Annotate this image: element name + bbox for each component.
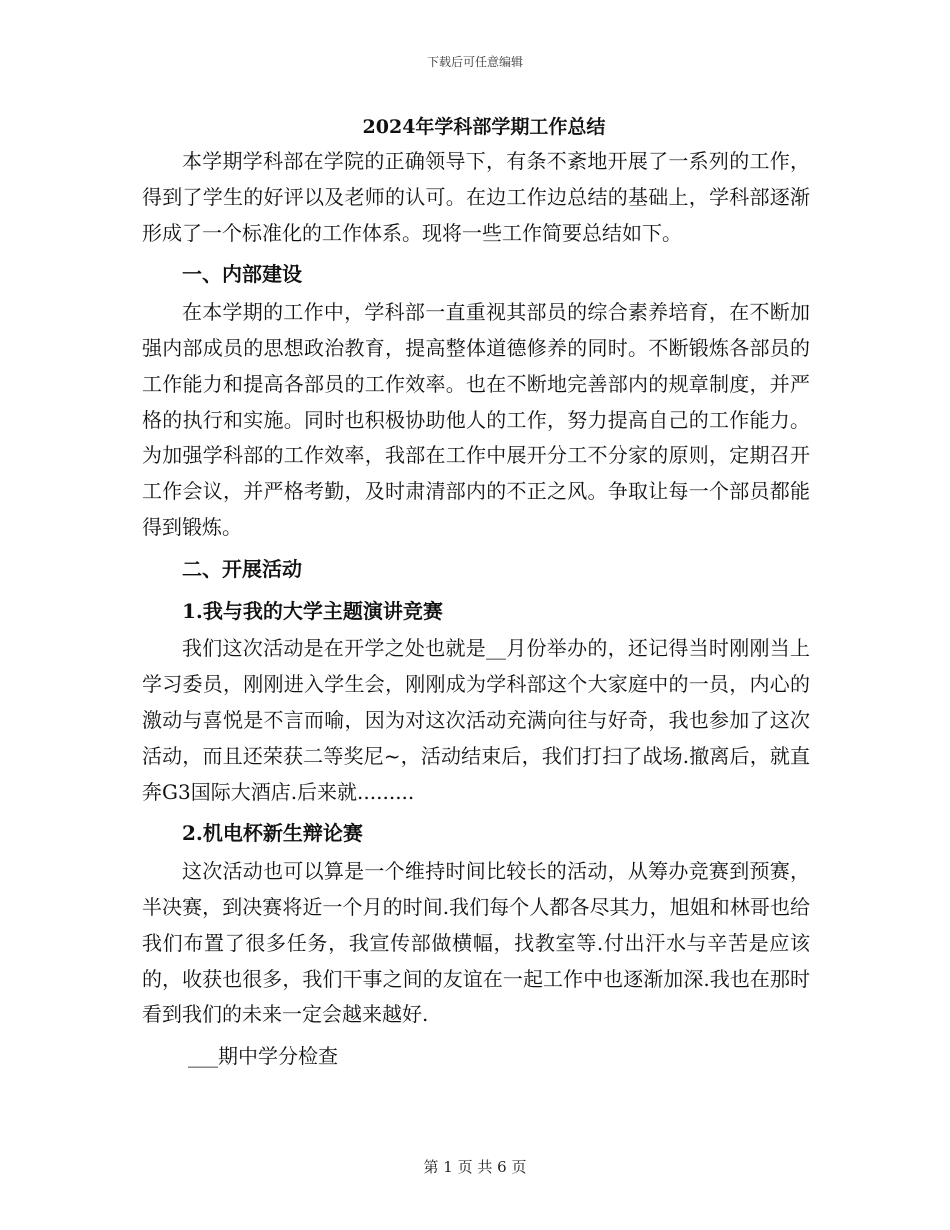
subsection-heading-debate-contest: 2.机电杯新生辩论赛 bbox=[182, 821, 363, 846]
page-footer: 第 1 页 共 6 页 bbox=[423, 1158, 527, 1176]
subsection-line-midterm-check: ___期中学分检查 bbox=[188, 1044, 338, 1069]
header-note: 下载后可任意编辑 bbox=[426, 55, 523, 69]
intro-paragraph: 本学期学科部在学院的正确领导下，有条不紊地开展了一系列的工作，得到了学生的好评以及老师的认可。在边工作边总结的基础上，学科部逐渐形成了一个标准化的工作体系。现将一些工作简要总结如下。 bbox=[142, 149, 810, 245]
subsection-heading-speech-contest: 1.我与我的大学主题演讲竞赛 bbox=[182, 598, 443, 623]
document-body bbox=[142, 110, 810, 1075]
subsection-body-debate-contest: 这次活动也可以算是一个维持时间比较长的活动，从筹办竞赛到预赛，半决赛，到决赛将近一个月的时间.我们每个人都各尽其力，旭姐和林哥也给我们布置了很多任务，我宣传部做横幅，找教室等.付出汗水与辛苦是应该的，收获也很多，我们干事之间的友谊在一起工作中也逐渐加深.我也在那时看到我们的未来一定会越来越好. bbox=[142, 859, 810, 1027]
document-title: 2024年学科部学期工作总结 bbox=[362, 116, 606, 138]
section-heading-activities: 二、开展活动 bbox=[182, 556, 302, 581]
section-body-internal-construction: 在本学期的工作中，学科部一直重视其部员的综合素养培育，在不断加强内部成员的思想政治教育，提高整体道德修养的同时。不断锻炼各部员的工作能力和提高各部员的工作效率。也在不断地完善部内的规章制度，并严格的执行和实施。同时也积极协助他人的工作，努力提高自己的工作能力。为加强学科部的工作效率，我部在工作中展开分工不分家的原则，定期召开工作会议，并严格考勤，及时肃清部内的不正之风。争取让每一个部员都能得到锻炼。 bbox=[142, 300, 810, 539]
section-heading-internal-construction: 一、内部建设 bbox=[182, 262, 302, 287]
subsection-body-speech-contest: 我们这次活动是在开学之处也就是__月份举办的，还记得当时刚刚当上学习委员，刚刚进入学生会，刚刚成为学科部这个大家庭中的一员，内心的激动与喜悦是不言而喻，因为对这次活动充满向往与好奇，我也参加了这次活动，而且还荣获二等奖尼~，活动结束后，我们打扫了战场.撤离后，就直奔G3国际大酒店.后来就......... bbox=[142, 636, 810, 804]
